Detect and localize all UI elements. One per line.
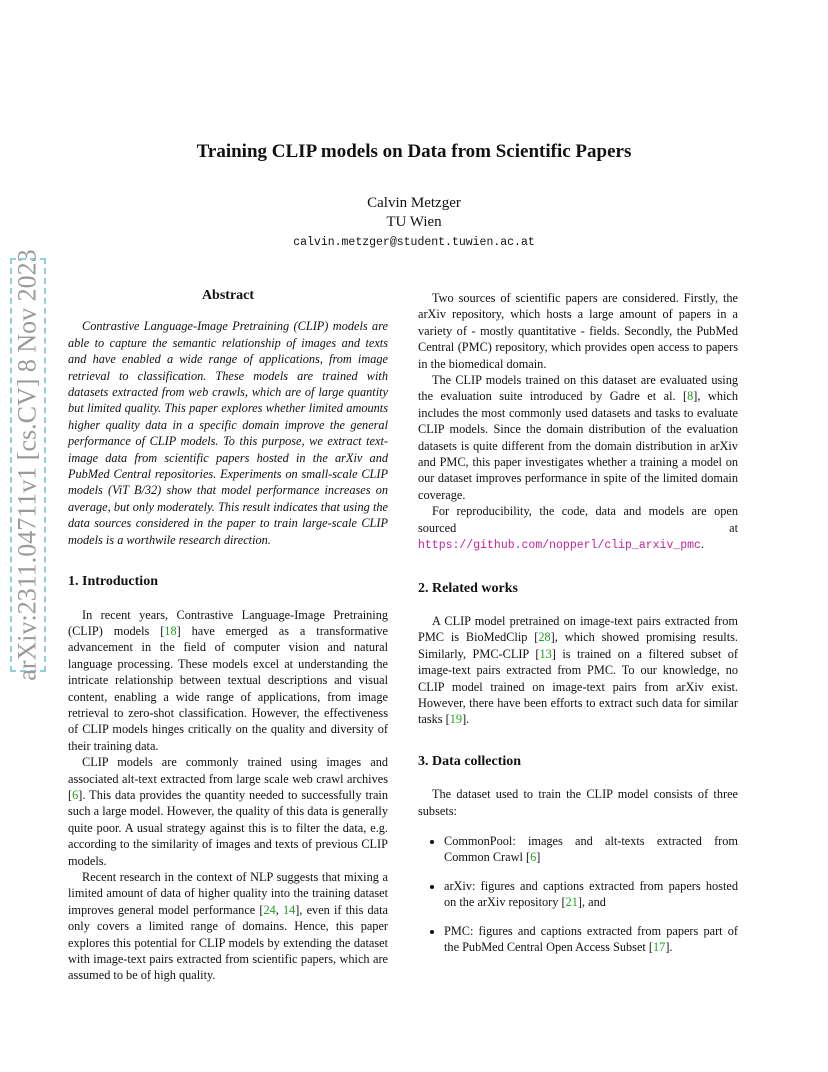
citation-link[interactable]: 14 [282,902,296,917]
github-link[interactable]: https://github.com/nopperl/clip_arxiv_pmc [418,539,701,553]
paper-title: Training CLIP models on Data from Scientific Papers [196,141,632,162]
citation-link[interactable]: 17 [653,940,666,954]
citation-link[interactable]: 6 [72,787,79,802]
affiliation: TU Wien [386,214,442,230]
list-item: • arXiv: figures and captions extracted from papers hosted on the arXiv repository [21], and [444,878,738,911]
author-name: Calvin Metzger [367,195,461,211]
abstract-heading: Abstract [201,288,255,303]
section-heading-related-works: 2. Related works [418,580,518,596]
list-item: • CommonPool: images and alt-texts extracted from Common Crawl [6] [444,833,738,866]
right-column [418,290,738,967]
citation-link[interactable]: 19 [449,712,463,727]
list-item: • PMC: figures and captions extracted from papers part of the PubMed Central Open Access Subset [17]. [444,923,738,956]
intro-paragraph-6: For reproducibility, the code, data and models are open sourced at https://github.com/nopperl/clip_arxiv_pmc. [418,504,738,553]
citation-link[interactable]: 24 [263,902,276,917]
abstract-text: Contrastive Language-Image Pretraining (CLIP) models are able to capture the semantic relationship of images and texts and have enabled a wide range of applications, from image retrieval to classification. These models are trained with datasets extracted from web crawls, which are of large quantity but limited quality. This paper explores whether limited amounts higher quality data in a specific domain improve the general performance of CLIP models. To this purpose, we extract text-image data from scientific papers hosted in the arXiv and PubMed Central repositories. Experiments on small-scale CLIP models (ViT B/32) show that model performance increases on average, but only moderately. This result indicates that using the data sources considered in the paper to train large-scale CLIP models is a worthwile research direction. [68,319,388,547]
arxiv-id: arXiv:2311.04711v1 [cs.CV] 8 Nov 2023 [13,249,42,681]
left-column [68,288,388,984]
arxiv-stamp [10,249,46,681]
intro-paragraph-3: Recent research in the context of NLP suggests that mixing a limited amount of data of higher quality into the training dataset improves general model performance [24, 14], even if this data only covers a limited range of domains. Hence, this paper explores this potential for CLIP models by extending the dataset with image-text pairs extracted from scientific papers, which are assumed to be of high quality. [68,870,388,983]
intro-paragraph-5: The CLIP models trained on this dataset are evaluated using the evaluation suite introduced by Gadre et al. [8], which includes the most commonly used datasets and tasks to evaluate CLIP models. Since the domain distribution of the evaluation datasets is quite different from the domain distribution in arXiv and PMC, this paper investigates whether a training a model on our dataset improves performance in spite of the limited domain coverage. [418,373,738,502]
citation-link[interactable]: 21 [565,895,578,910]
citation-link[interactable]: 28 [538,630,551,645]
intro-paragraph-1: In recent years, Contrastive Language-Image Pretraining (CLIP) models [18] have emerged as a transformative advancement in the field of computer vision and natural language processing. These models excel at understanding the intricate relationship between textual descriptions and visual content, enabling a wide range of applications, from image retrieval to zero-shot classification. However, the effectiveness of CLIP models hinges critically on the quality and diversity of their training data. [68,607,388,753]
intro-paragraph-4: Two sources of scientific papers are considered. Firstly, the arXiv repository, which hosts a large amount of papers in a variety of - mostly quantitative - fields. Secondly, the PubMed Central (PMC) repository, which provides open access to papers in the biomedical domain. [418,291,738,371]
author-email: calvin.metzger@student.tuwien.ac.at [293,236,535,249]
section-heading-introduction: 1. Introduction [68,574,158,590]
citation-link[interactable]: 13 [539,646,552,661]
subset-list [418,833,738,955]
related-paragraph: A CLIP model pretrained on image-text pairs extracted from PMC is BioMedClip [28], which showed promising results. Similarly, PMC-CLIP [13] is trained on a filtered subset of image-text pairs extracted from PMC. To our knowledge, no CLIP model trained on image-text pairs from arXiv exist. However, there have been efforts to extract such data for similar tasks [19]. [418,613,738,727]
citation-link[interactable]: 6 [530,850,537,865]
data-paragraph: The dataset used to train the CLIP model consists of three subsets: [418,787,738,818]
section-heading-data-collection: 3. Data collection [418,753,522,769]
intro-paragraph-2: CLIP models are commonly trained using images and associated alt-text extracted from large scale web crawl archives [6]. This data provides the quantity needed to successfully train such a large model. However, the quality of this data is generally quite poor. A usual strategy against this is to filter the data, e.g. according to the similarity of images and texts of previous CLIP models. [68,755,388,868]
citation-link[interactable]: 18 [164,623,177,638]
citation-link[interactable]: 8 [687,389,694,404]
